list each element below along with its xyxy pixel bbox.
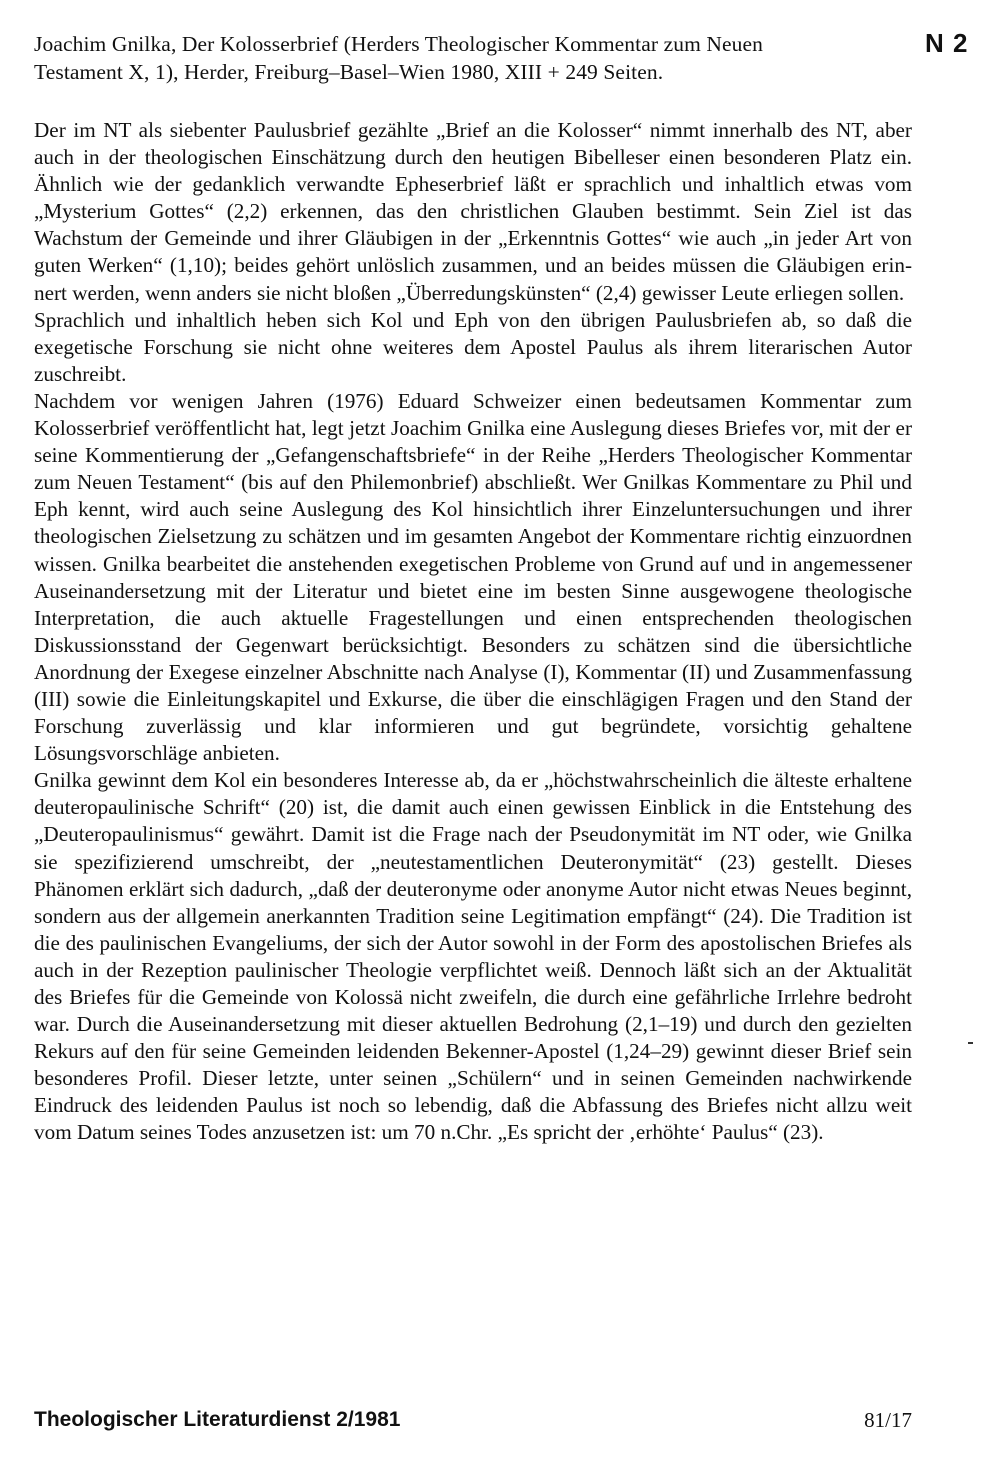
citation-line-1: Joachim Gnilka, Der Kolosserbrief (Herders Theologischer Kommentar zum Neuen (34, 32, 764, 56)
journal-title: Theologischer Literaturdienst 2/1981 (34, 1408, 401, 1431)
paragraph-2: Sprachlich und inhaltlich heben sich Kol und Eph von den übrigen Paulusbriefen ab, so daß die exegetische Forschung sie nicht ohne weiteres dem Apostel Paulus als ihrem literarischen Autor zuschreibt. (34, 307, 912, 386)
page-footer (34, 1407, 912, 1439)
paragraph-4: Gnilka gewinnt dem Kol ein besonderes Interesse ab, da er „höchstwahrscheinlich die älteste erhaltene deuteropaulinische Schrift“ (20) ist, die damit auch einen gewissen Einblick in die Entstehung des „Deuteropaulinismus“ gewährt. Damit ist die Frage nach der Pseudonymität im NT oder, wie Gnilka sie spezifizierend umschreibt, der „neutestamentlichen Deuteronymität“ (23) gestellt. Dieses Phänomen erklärt sich dadurch, „daß der deuteronyme oder anonyme Autor nicht etwas Neues beginnt, sondern aus der allgemein anerkannten Tradition seine Legitimation empfängt“ (24). Die Tradition ist die des paulinischen Evangeliums, der sich der Autor sowohl in der Form des apostolischen Briefes als auch in der Rezeption paulinischer Theologie verpflichtet weiß. Dennoch läßt sich an der Aktualität des Briefes für die Gemeinde von Kolossä nicht zweifeln, die durch eine gefährliche Irrlehre bedroht war. Durch die Auseinandersetzung mit dieser aktuellen Bedrohung (2,1–19) und durch den gezielten Rekurs auf den für seine Gemeinden leidenden Bekenner-Apostel (1,24–29) gewinnt dieser Brief sein besonderes Profil. Dieser letzte, unter seinen „Schülern“ und in seinen Gemeinden nachwirkende Eindruck des leidenden Paulus ist noch so lebendig, daß die Abfassung des Briefes nicht allzu weit vom Datum seines Todes anzusetzen ist: um 70 n.Chr. „Es spricht der ‚erhöhte‘ Paulus“ (23). (34, 768, 912, 1145)
paragraph-3: Nachdem vor wenigen Jahren (1976) Eduard Schweizer einen bedeutsamen Kommentar zum Kolosserbrief veröffentlicht hat, legt jetzt Joachim Gnilka eine Auslegung dieses Briefes vor, mit der er seine Kommentierung der „Gefangenschaftsbriefe“ in der Reihe „Herders Theologischer Kommentar zum Neuen Testament“ (bis auf den Philemonbrief) abschließt. Wer Gnilkas Kommentare zu Phil und Eph kennt, wird auch seine Auslegung des Kol hinsichtlich ihrer Einzeluntersuchungen und ihrer theologischen Zielsetzung zu schätzen und im gesamten Angebot der Kommentare richtig einzuordnen wissen. Gnilka bearbeitet die anstehenden exegetischen Probleme von Grund auf und in angemessener Auseinandersetzung mit der Literatur und bietet eine im besten Sinne ausgewogene theologische Interpretation, die auch aktuelle Fragestellungen und einen entsprechenden theologischen Diskussionsstand der Gegenwart berücksichtigt. Besonders zu schätzen sind die übersichtliche Anordnung der Exegese einzelner Abschnitte nach Analyse (I), Kommentar (II) und Zusammenfassung (III) sowie die Einleitungskapitel und Exkurse, die über die einschlägigen Fragen und den Stand der Forschung zuverlässig und klar informieren und gut begründete, vorsichtig gehaltene Lösungsvorschläge anbieten. (34, 388, 912, 766)
citation-header (34, 30, 914, 86)
section-code: N 2 (925, 28, 969, 58)
paragraph-1: Der im NT als siebenter Paulusbrief gezählte „Brief an die Kolosser“ nimmt innerhalb des NT, aber auch in der theologischen Einschätzung durch den heutigen Bibelleser einen besonderen Platz ein. Ähnlich wie der gedanklich verwandte Epheserbrief läßt er sprachlich und inhaltlich etwas vom „Mysterium Gottes“ (2,2) erkennen, das den christlichen Glauben bestimmt. Sein Ziel ist das Wachstum der Gemeinde und ihrer Gläubigen in der „Erkenntnis Gottes“ wie auch „in jeder Art von guten Werken“ (1,10); beides gehört unlöslich zusammen, und an beides müssen die Gläubigen erinnert werden, wenn anders sie nicht bloßen „Überredungskünsten“ (2,4) gewisser Leute erliegen sollen. (34, 118, 912, 305)
scan-speck (968, 1042, 973, 1044)
page-number: 81/17 (864, 1408, 912, 1432)
citation-line-2: Testament X, 1), Herder, Freiburg–Basel–Wien 1980, XIII + 249 Seiten. (34, 60, 664, 84)
review-body (34, 117, 912, 1147)
